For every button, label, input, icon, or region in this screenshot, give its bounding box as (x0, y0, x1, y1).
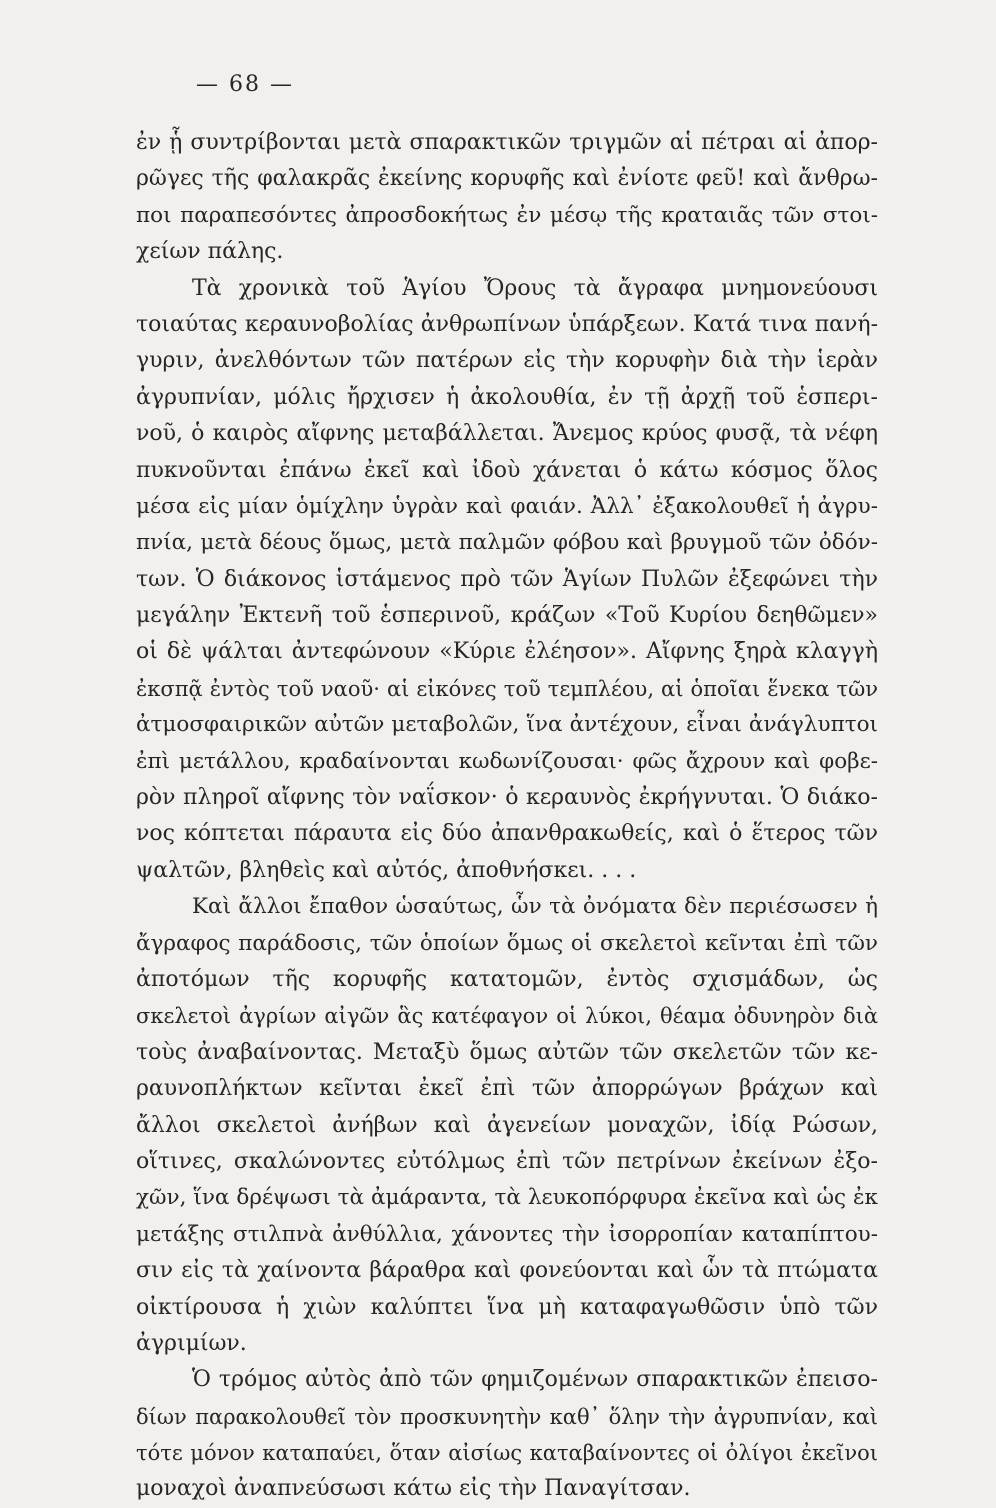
text-line: Ὁ τρόμος αὐτὸς ἀπὸ τῶν φημιζομένων σπαρακτικῶν ἐπεισο- (192, 1367, 878, 1393)
text-line: ἐκσπᾷ ἐντὸς τοῦ ναοῦ· αἱ εἰκόνες τοῦ τεμπλέου, αἱ ὁποῖαι ἕνεκα τῶν (136, 676, 878, 701)
text-line: ἀποτόμων τῆς κορυφῆς κατατομῶν, ἐντὸς σχισμάδων, ὡς (136, 966, 878, 992)
text-line: ἀγριμίων. (136, 1330, 247, 1356)
paragraph (136, 889, 878, 1362)
text-line: οἵτινες, σκαλώνοντες εὐτόλμως ἐπὶ τῶν πετρίνων ἐκείνων ἐξο- (136, 1148, 878, 1174)
text-line: μοναχοὶ ἀναπνεύσωσι κάτω εἰς τὴν Παναγίτσαν. (136, 1476, 691, 1502)
text-line: πυκνοῦνται ἐπάνω ἐκεῖ καὶ ἰδοὺ χάνεται ὁ κάτω κόσμος ὅλος (136, 457, 878, 483)
text-line: ρῶγες τῆς φαλακρᾶς ἐκείνης κορυφῆς καὶ ἐνίοτε φεῦ! καὶ ἄνθρω- (136, 166, 878, 192)
text-line: Καὶ ἄλλοι ἔπαθον ὡσαύτως, ὧν τὰ ὀνόματα δὲν περιέσωσεν ἡ (192, 894, 878, 920)
text-line: οἰκτίρουσα ἡ χιὼν καλύπτει ἵνα μὴ καταφαγωθῶσιν ὑπὸ τῶν (136, 1294, 878, 1320)
text-line: σκελετοὶ ἀγρίων αἰγῶν ἃς κατέφαγον οἱ λύκοι, θέαμα ὀδυνηρὸν διὰ (136, 1004, 878, 1029)
text-line: μετάξης στιλπνὰ ἀνθύλλια, χάνοντες τὴν ἰσορροπίαν καταπίπτου- (136, 1221, 878, 1247)
text-line: τοὺς ἀναβαίνοντας. Μεταξὺ ὅμως αὐτῶν τῶν σκελετῶν τῶν κε- (136, 1039, 878, 1065)
text-line: σιν εἰς τὰ χαίνοντα βάραθρα καὶ φονεύονται καὶ ὧν τὰ πτώματα (136, 1258, 878, 1284)
text-line: ρὸν πληροῖ αἴφνης τὸν ναΐσκον· ὁ κεραυνὸς ἐκρήγνυται. Ὁ διάκο- (136, 785, 878, 811)
text-line: τότε μόνον καταπαύει, ὅταν αἰσίως καταβαίνοντες οἱ ὀλίγοι ἐκεῖνοι (136, 1441, 878, 1466)
text-line: γυριν, ἀνελθόντων τῶν πατέρων εἰς τὴν κορυφὴν διὰ τὴν ἱερὰν (136, 348, 878, 374)
text-line: μεγάλην Ἐκτενῆ τοῦ ἑσπερινοῦ, κράζων «Τοῦ Κυρίου δεηθῶμεν» (136, 603, 878, 629)
paragraph (136, 125, 878, 271)
text-line: χείων πάλης. (136, 239, 284, 265)
text-line: ψαλτῶν, βληθεὶς καὶ αὐτός, ἀποθνήσκει. . . . (136, 857, 637, 883)
text-line: ἀγρυπνίαν, μόλις ἤρχισεν ἡ ἀκολουθία, ἐν τῇ ἀρχῇ τοῦ ἑσπερι- (136, 384, 878, 410)
text-line: δίων παρακολουθεῖ τὸν προσκυνητὴν καθ᾿ ὅλην τὴν ἀγρυπνίαν, καὶ (136, 1404, 878, 1429)
text-line: μέσα εἰς μίαν ὁμίχλην ὑγρὰν καὶ φαιάν. Ἀλλ᾿ ἐξακολουθεῖ ἡ ἀγρυ- (136, 493, 878, 519)
text-line: τοιαύτας κεραυνοβολίας ἀνθρωπίνων ὑπάρξεων. Κατά τινα πανή- (136, 311, 878, 337)
text-line: ἐν ᾗ συντρίβονται μετὰ σπαρακτικῶν τριγμῶν αἱ πέτραι αἱ ἀπορ- (136, 130, 878, 155)
text-line: ἐπὶ μετάλλου, κραδαίνονται κωδωνίζουσαι· φῶς ἄχρουν καὶ φοβε- (136, 748, 878, 774)
page-number: — 68 — (196, 72, 294, 97)
text-line: χῶν, ἵνα δρέψωσι τὰ ἀμάραντα, τὰ λευκοπόρφυρα ἐκεῖνα καὶ ὡς ἐκ (136, 1185, 878, 1211)
text-line: οἱ δὲ ψάλται ἀντεφώνουν «Κύριε ἐλέησον». Αἴφνης ξηρὰ κλαγγὴ (136, 639, 878, 665)
text-line: των. Ὁ διάκονος ἱστάμενος πρὸ τῶν Ἁγίων Πυλῶν ἐξεφώνει τὴν (136, 566, 878, 592)
text-line: νος κόπτεται πάραυτα εἰς δύο ἀπανθρακωθείς, καὶ ὁ ἕτερος τῶν (136, 821, 878, 847)
text-line: ραυνοπλήκτων κεῖνται ἐκεῖ ἐπὶ τῶν ἀπορρώγων βράχων καὶ (136, 1076, 878, 1102)
paragraph (136, 1362, 878, 1508)
text-line: ἄλλοι σκελετοὶ ἀνήβων καὶ ἀγενείων μοναχῶν, ἰδίᾳ Ρώσων, (136, 1112, 878, 1138)
text-line: ποι παραπεσόντες ἀπροσδοκήτως ἐν μέσῳ τῆς κραταιᾶς τῶν στοι- (136, 202, 878, 228)
text-line: ἀτμοσφαιρικῶν αὐτῶν μεταβολῶν, ἵνα ἀντέχουν, εἶναι ἀνάγλυπτοι (136, 712, 878, 738)
paragraph (136, 271, 878, 890)
text-line: πνία, μετὰ δέους ὅμως, μετὰ παλμῶν φόβου καὶ βρυγμοῦ τῶν ὀδόν- (136, 530, 878, 556)
text-line: Τὰ χρονικὰ τοῦ Ἁγίου Ὄρους τὰ ἄγραφα μνημονεύουσι (192, 275, 878, 301)
body-text (136, 125, 878, 1508)
text-line: νοῦ, ὁ καιρὸς αἴφνης μεταβάλλεται. Ἄνεμος κρύος φυσᾷ, τὰ νέφη (136, 421, 878, 447)
text-line: ἄγραφος παράδοσις, τῶν ὁποίων ὅμως οἱ σκελετοὶ κεῖνται ἐπὶ τῶν (136, 930, 878, 956)
